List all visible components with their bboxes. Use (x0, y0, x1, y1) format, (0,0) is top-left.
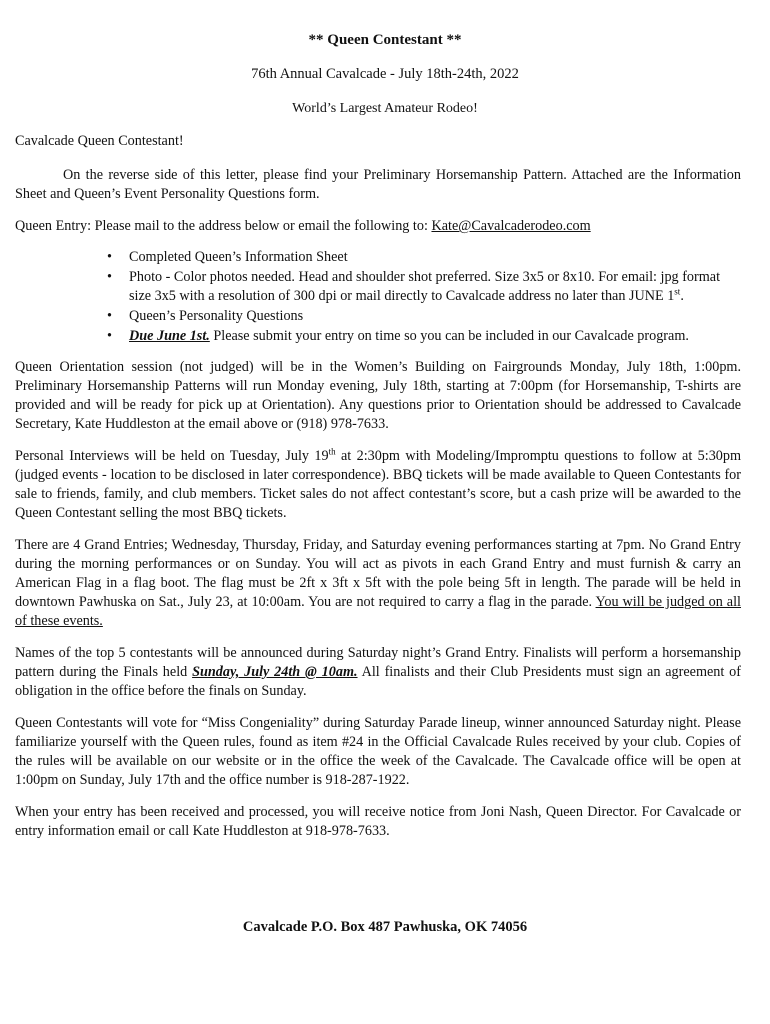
list-item (129, 327, 741, 346)
entry-checklist (15, 248, 741, 346)
entry-instructions (15, 217, 741, 236)
checklist-item-questions: Queen’s Personality Questions (129, 308, 304, 324)
checklist-item-info-sheet: Completed Queen’s Information Sheet (129, 249, 348, 265)
ordinal-suffix: st (674, 286, 681, 297)
finals-date: Sunday, July 24th @ 10am. (192, 664, 358, 680)
finals-paragraph (15, 644, 741, 701)
finals-text-1: Names of the top 5 contestants will be announced during Saturday night’s Grand Entry. Finalists will perform a horsemanship pattern during the Finals held (15, 645, 741, 680)
page-title: ** Queen Contestant ** (308, 32, 462, 48)
ordinal-suffix: th (328, 446, 336, 457)
due-date: Due June 1st. (129, 328, 210, 344)
orientation-paragraph: Queen Orientation session (not judged) will be in the Women’s Building on Fairgrounds Monday, July 18th, 1:00pm. Preliminary Horsemanship Patterns will run Monday evening, July 18th, starting at 7:00pm (for Horsemanship, T-shirts are provided and will be ready for pick up at Orientation). Any questions prior to Orientation should be addressed to Cavalcade Secretary, Kate Huddleston at the email above or (918) 978-7633. (15, 359, 741, 432)
contact-email-link[interactable]: Kate@Cavalcaderodeo.com (431, 218, 591, 234)
intro-paragraph: On the reverse side of this letter, please find your Preliminary Horsemanship Pattern. Attached are the Information Sheet and Queen’s Event Personality Questions form. (15, 167, 741, 202)
checklist-item-photo-end: . (680, 288, 684, 304)
greeting: Cavalcade Queen Contestant! (15, 133, 184, 149)
list-item (129, 268, 741, 306)
notice-paragraph: When your entry has been received and processed, you will receive notice from Joni Nash, Queen Director. For Cavalcade or entry information email or call Kate Huddleston at 918-978-7633. (15, 804, 741, 839)
interviews-text-1: Personal Interviews will be held on Tuesday, July 19 (15, 448, 329, 464)
interviews-text-2: at 2:30pm with Modeling/Impromptu questions to follow at 5:30pm (judged events - location to be disclosed in later correspondence). BBQ tickets will be made available to Queen Contestants for sale to friends, family, and club members. Ticket sales do not affect contestant’s score, but a cash prize will be awarded to the Queen Contestant selling the most BBQ tickets. (15, 448, 742, 521)
event-line: 76th Annual Cavalcade - July 18th-24th, 2022 (251, 66, 519, 82)
list-item (129, 248, 741, 267)
grand-entries-paragraph (15, 536, 741, 631)
congeniality-paragraph: Queen Contestants will vote for “Miss Congeniality” during Saturday Parade lineup, winner announced Saturday night. Please familiarize yourself with the Queen rules, found as item #24 in the Official Cavalcade Rules received by your club. Copies of the rules will be available on our website or in the office the week of the Cavalcade. The Cavalcade office will be open at 1:00pm on Sunday, July 17th and the office number is 918-287-1922. (15, 715, 741, 788)
checklist-item-submit: Please submit your entry on time so you can be included in our Cavalcade program. (209, 328, 689, 344)
interviews-paragraph (15, 447, 741, 523)
judged-notice: You will be judged on all of these events. (15, 594, 741, 629)
list-item (129, 307, 741, 326)
letter-body (15, 132, 741, 854)
checklist-item-photo: Photo - Color photos needed. Head and shoulder shot preferred. Size 3x5 or 8x10. For email: jpg format size 3x5 with a resolution of 300 dpi or mail directly to Cavalcade address no later than JUNE 1 (129, 269, 721, 304)
mailing-address: Cavalcade P.O. Box 487 Pawhuska, OK 74056 (242, 919, 528, 935)
grand-entries-text: There are 4 Grand Entries; Wednesday, Thursday, Friday, and Saturday evening performances starting at 7pm. No Grand Entry during the morning performances or on Sunday. You will act as pivots in each Grand Entry and must furnish & carry an American Flag in a flag boot. The flag must be 2ft x 3ft x 5ft with the pole being 5ft in length. The parade will be held in downtown Pawhuska on Sat., July 23, at 10:00am. You are not required to carry a flag in the parade. (15, 537, 741, 610)
tagline: World’s Largest Amateur Rodeo! (292, 101, 478, 116)
entry-lead: Queen Entry: Please mail to the address below or email the following to: (15, 218, 432, 234)
finals-text-2: All finalists and their Club Presidents must sign an agreement of obligation in the office before the finals on Sunday. (15, 664, 741, 699)
